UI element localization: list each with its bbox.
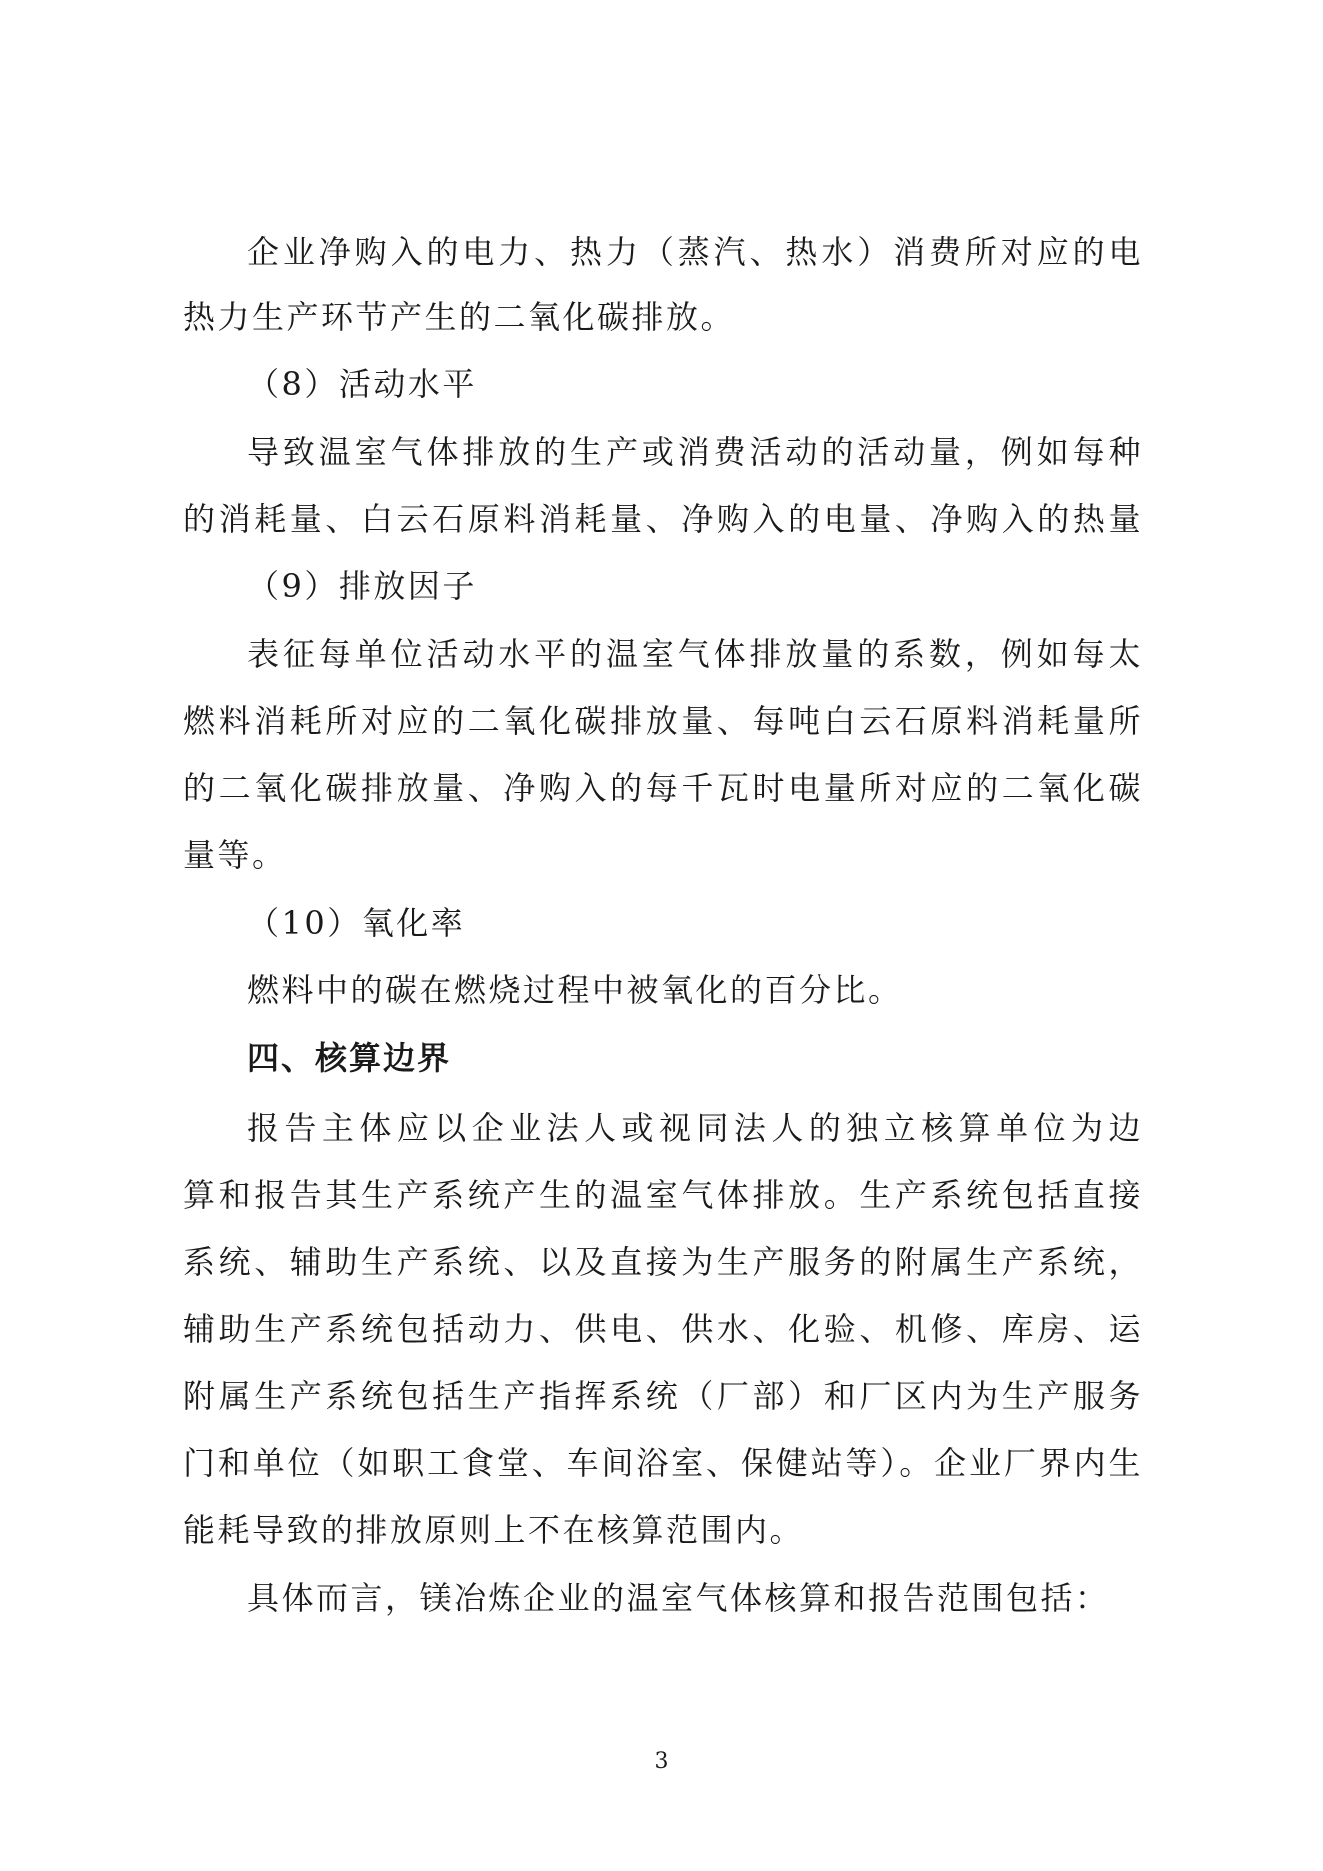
page-number: 3 <box>654 1749 669 1774</box>
paragraph-line: 的消耗量、白云石原料消耗量、净购入的电量、净购入的热量 <box>183 500 1143 538</box>
paragraph-line: 表征每单位活动水平的温室气体排放量的系数，例如每太 <box>247 635 1143 673</box>
paragraph-line: 算和报告其生产系统产生的温室气体排放。生产系统包括直接 <box>183 1176 1143 1214</box>
section-heading: 四、核算边界 <box>247 1039 452 1077</box>
paragraph-line: 量等。 <box>183 836 287 874</box>
paragraph-line: 燃料中的碳在燃烧过程中被氧化的百分比。 <box>247 971 903 1009</box>
paragraph-line: 能耗导致的排放原则上不在核算范围内。 <box>183 1511 805 1549</box>
paragraph-line: 附属生产系统包括生产指挥系统（厂部）和厂区内为生产服务 <box>183 1377 1143 1415</box>
paragraph-line: 企业净购入的电力、热力（蒸汽、热水）消费所对应的电 <box>247 233 1143 271</box>
section-subheading: （8）活动水平 <box>247 365 477 403</box>
section-subheading: （9）排放因子 <box>247 567 477 605</box>
paragraph-line: 辅助生产系统包括动力、供电、供水、化验、机修、库房、运 <box>183 1310 1143 1348</box>
paragraph-line: 具体而言，镁冶炼企业的温室气体核算和报告范围包括： <box>247 1579 1110 1617</box>
paragraph-line: 门和单位（如职工食堂、车间浴室、保健站等）。企业厂界内生 <box>183 1444 1143 1482</box>
paragraph-line: 热力生产环节产生的二氧化碳排放。 <box>183 298 736 336</box>
section-subheading: （10）氧化率 <box>247 904 466 942</box>
paragraph-line: 燃料消耗所对应的二氧化碳排放量、每吨白云石原料消耗量所 <box>183 702 1143 740</box>
paragraph-line: 导致温室气体排放的生产或消费活动的活动量，例如每种 <box>247 433 1143 471</box>
paragraph-line: 系统、辅助生产系统、以及直接为生产服务的附属生产系统， <box>183 1243 1143 1281</box>
paragraph-line: 报告主体应以企业法人或视同法人的独立核算单位为边 <box>247 1109 1143 1147</box>
paragraph-line: 的二氧化碳排放量、净购入的每千瓦时电量所对应的二氧化碳 <box>183 769 1143 807</box>
